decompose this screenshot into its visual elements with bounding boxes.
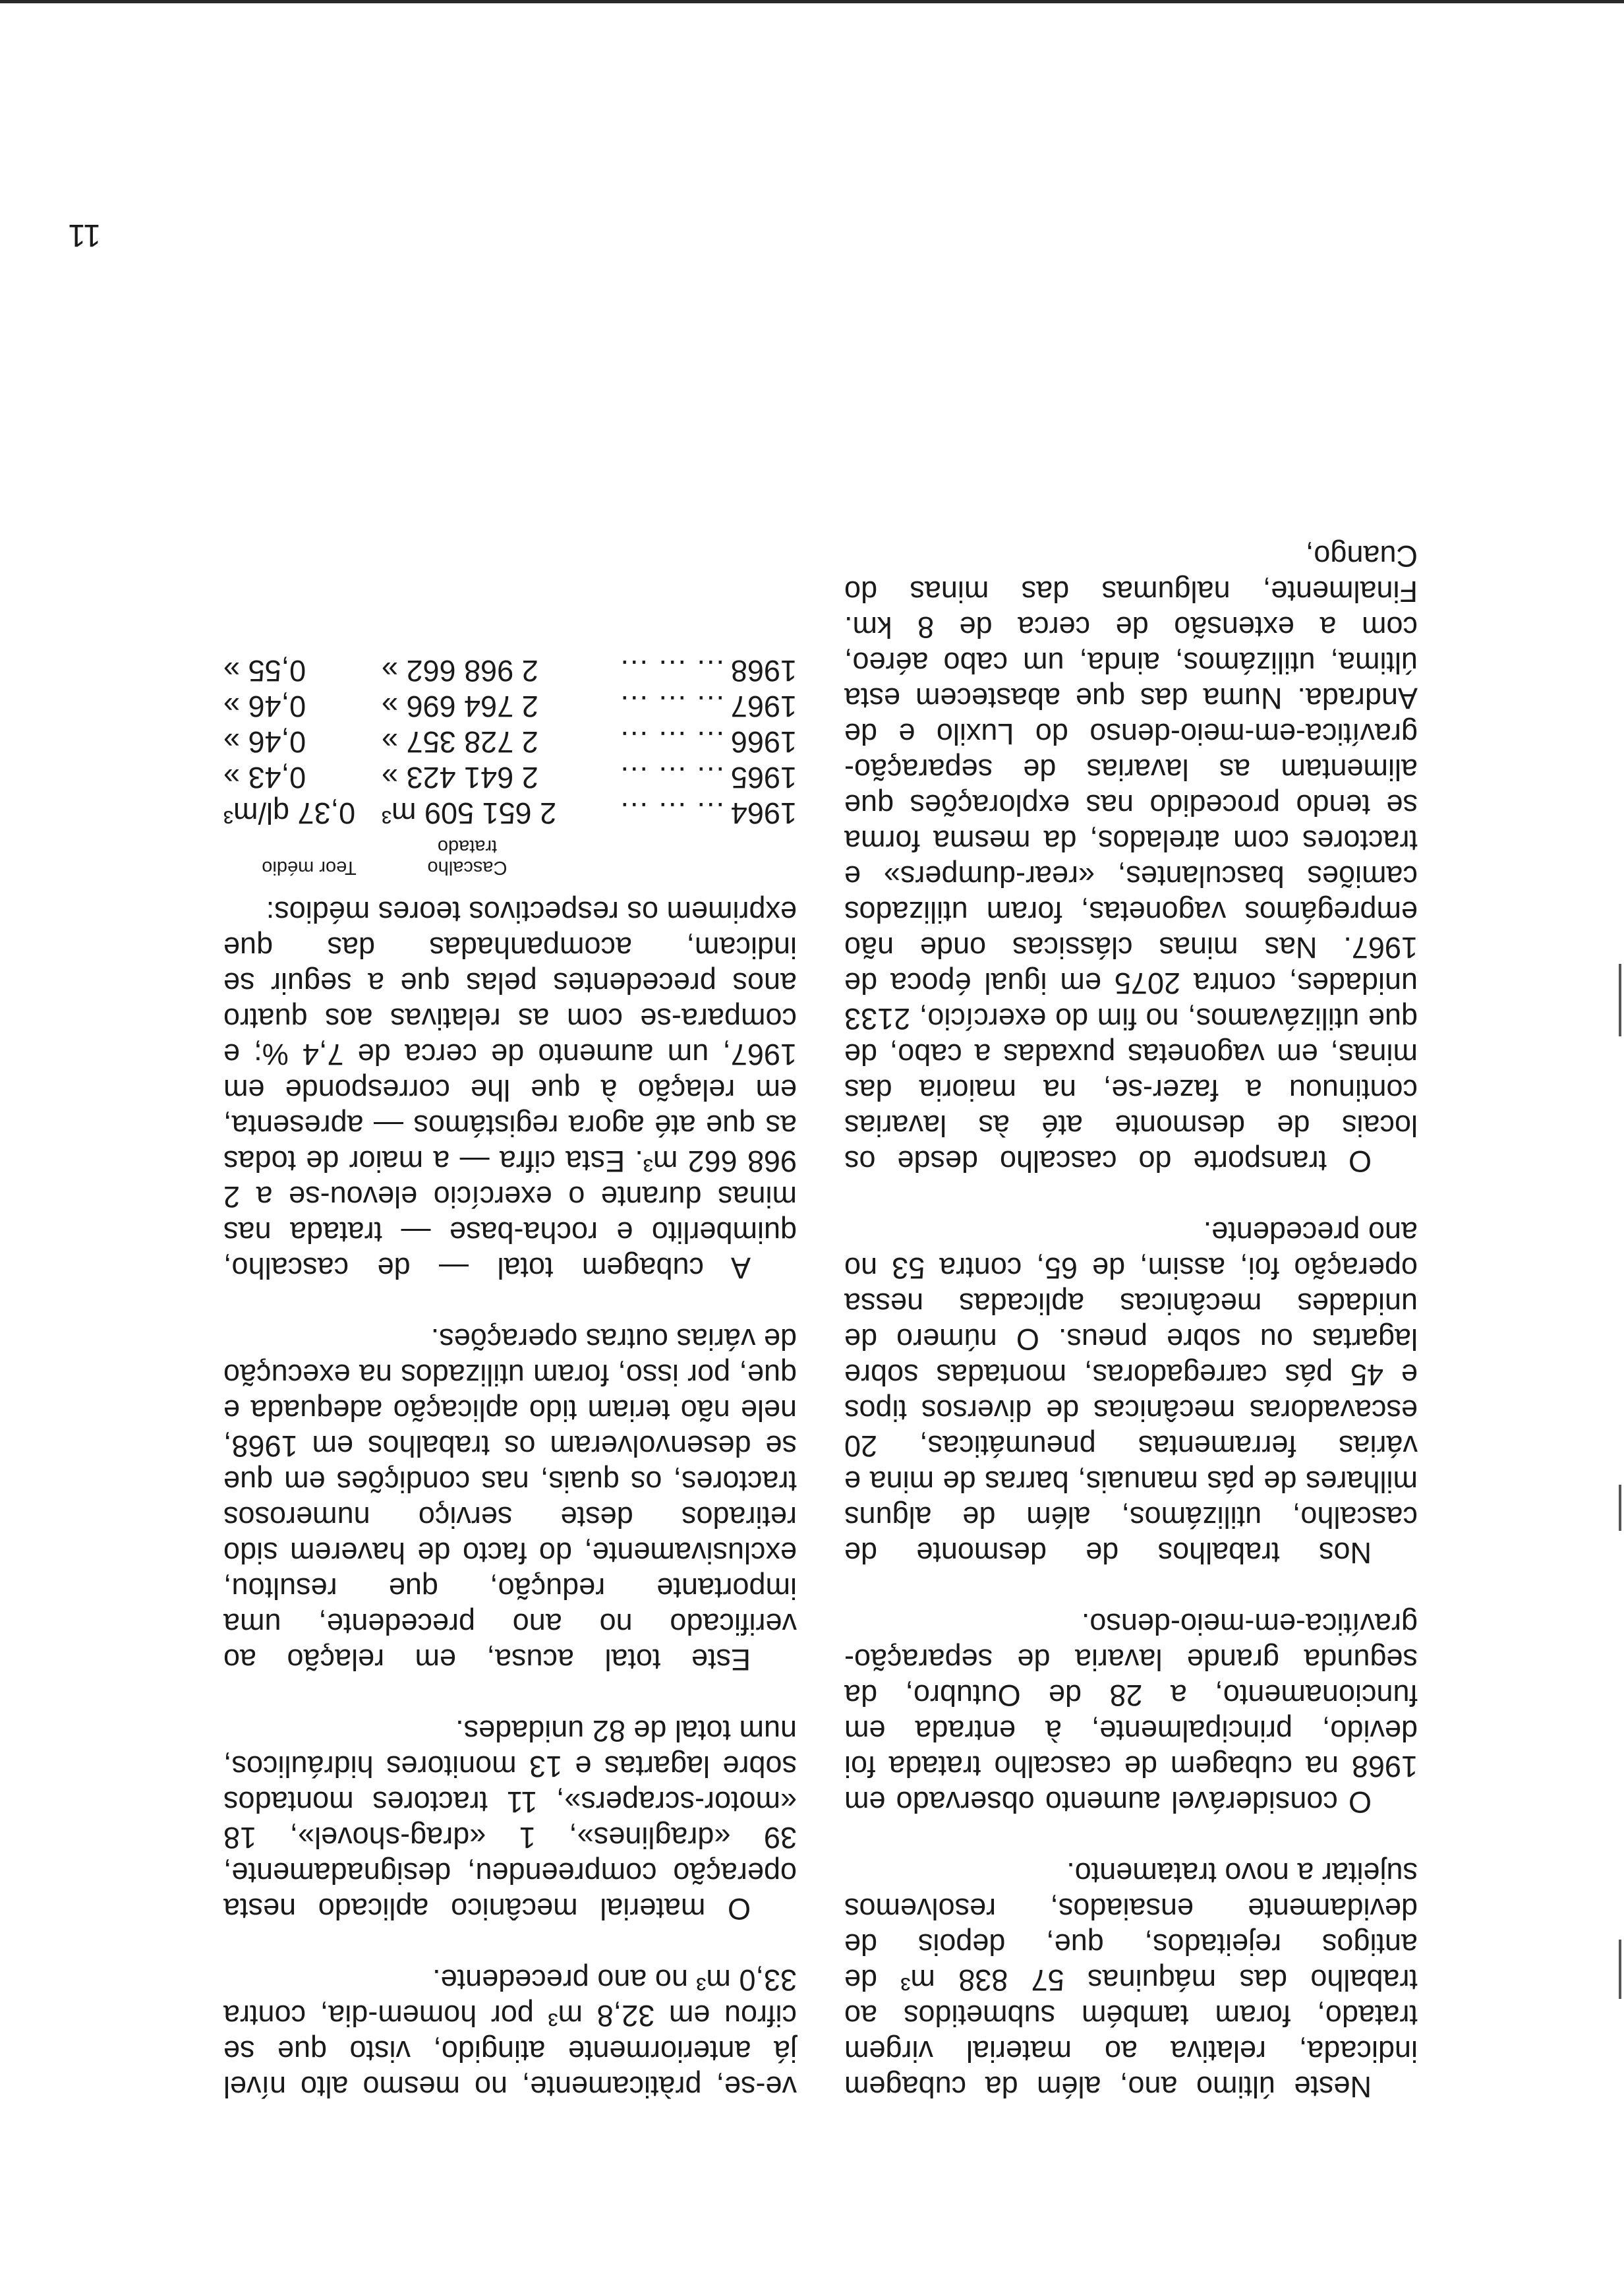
table-row xyxy=(223,795,797,831)
teor-cell: 0,55 » xyxy=(223,654,306,688)
year-cell: 1964 xyxy=(730,796,797,830)
leader-dots: ... ... ... xyxy=(619,761,724,794)
teor-cell: 0,37 ql/m³ xyxy=(223,796,356,830)
teor-cell: 0,46 » xyxy=(223,725,306,759)
teor-cell: 0,43 » xyxy=(223,761,306,794)
year-cell: 1967 xyxy=(730,690,797,723)
paragraph: Nos trabalhos de desmonte de cascalho, utilizámos, além de alguns milhares de pás manuais, barras de mina e várias ferramentas pneumáticas, 20 escavadoras mecânicas de diversos tipos e 45 pás carregadoras, montadas sobre lagartas ou sobre pneus. O número de unidades mecânicas aplicadas nessa operação foi, assim, de 65, contra 53 no ano precedente. xyxy=(844,1216,1418,1570)
cascalho-cell: 2 651 509 m³ xyxy=(382,796,557,830)
table-row xyxy=(223,688,797,724)
year-cell: 1965 xyxy=(730,761,797,794)
page-number: 11 xyxy=(68,218,101,253)
year-cell: 1968 xyxy=(730,654,797,688)
paragraph: O considerável aumento observado em 1968 na cubagem de cascalho tratada foi devido, principalmente, à entrada em funcionamento, a 28 de Outubro, da segunda grande lavaria de separação-gravítica-em-meio-denso. xyxy=(844,1607,1418,1819)
production-table xyxy=(223,653,797,878)
cascalho-cell: 2 968 662 » xyxy=(382,654,538,688)
right-column xyxy=(844,538,1418,2104)
page-edge-line xyxy=(0,0,1624,3)
year-cell: 1966 xyxy=(730,725,797,759)
left-column xyxy=(223,653,797,2104)
col-header-cascalho: Cascalho tratado xyxy=(427,836,508,878)
cascalho-cell: 2 764 696 » xyxy=(382,690,538,723)
leader-dots: ... ... ... xyxy=(619,654,724,688)
binding-mark xyxy=(1619,964,1621,1036)
table-row xyxy=(223,653,797,688)
paragraph: O material mecânico aplicado nesta operação compreendeu, designadamente, 39 «draglines», 1 «drag-shovel», 18 «motor-scrapers», 11 tractores montados sobre lagartas e 13 monitores hidráulicos, num total de 82 unidades. xyxy=(223,1714,797,1926)
leader-dots: ... ... ... xyxy=(619,796,724,830)
table-header xyxy=(223,836,797,878)
leader-dots: ... ... ... xyxy=(619,725,724,759)
paragraph: A cubagem total — de cascalho, quimberlito e rocha-base — tratada nas minas durante o exercício elevou-se a 2 968 662 m³. Esta cifra — a maior de todas as que até agora registámos — apresenta, em relação à que lhe corresponde em 1967, um aumento de cerca de 7,4 %; e compara-se com as relativas aos quatro anos precedentes pelas que a seguir se indicam, acompanhadas das que exprimem os respectivos teores médios: xyxy=(223,895,797,1285)
cascalho-cell: 2 728 357 » xyxy=(382,725,538,759)
paragraph: ve-se, pràticamente, no mesmo alto nível já anteriormente atingido, visto que se cifrou em 32,8 m³ por homem-dia, contra 33,0 m³ no ano precedente. xyxy=(223,1963,797,2104)
paragraph: Este total acusa, em relação ao verificado no ano precedente, uma importante redução, que resultou, exclusivamente, do facto de haverem sido retirados deste serviço numerosos tractores, os quais, nas condições em que se desenvolveram os trabalhos em 1968, nele não teriam tido aplicação adequada e que, por isso, foram utilizados na execução de várias outras operações. xyxy=(223,1323,797,1677)
paragraph: O transporte do cascalho desde os locais de desmonte até às lavarias continuou a fazer-se, na maioria das minas, em vagonetas puxadas a cabo, de que utilizávamos, no fim do exercício, 2133 unidades, contra 2075 em igual época de 1967. Nas minas clássicas onde não empregámos vagonetas, foram utilizados camiões basculantes, «rear-dumpers» e tractores com atrelados, da mesma forma se tendo procedido nas explorações que alimentam as lavarias de separação-gravítica-em-meio-denso do Luxilo e de Andrada. Numa das que abastecem esta última, utilizámos, ainda, um cabo aéreo, com a extensão de cerca de 8 km. Finalmente, nalgumas das minas do Cuango, xyxy=(844,539,1418,1178)
table-row xyxy=(223,759,797,795)
leader-dots: ... ... ... xyxy=(619,690,724,723)
table-row xyxy=(223,724,797,759)
binding-mark xyxy=(1619,1940,1621,1999)
paragraph: Neste último ano, além da cubagem indicada, relativa ao material virgem tratado, foram também submetidos ao trabalho das máquinas 57 838 m³ de antigos rejeitados, que, depois de devidamente ensaiados, resolvemos sujeitar a novo tratamento. xyxy=(844,1857,1418,2104)
teor-cell: 0,46 » xyxy=(223,690,306,723)
binding-mark xyxy=(1619,1485,1621,1531)
cascalho-cell: 2 641 423 » xyxy=(382,761,538,794)
col-header-teor: Teor médio xyxy=(262,857,357,878)
